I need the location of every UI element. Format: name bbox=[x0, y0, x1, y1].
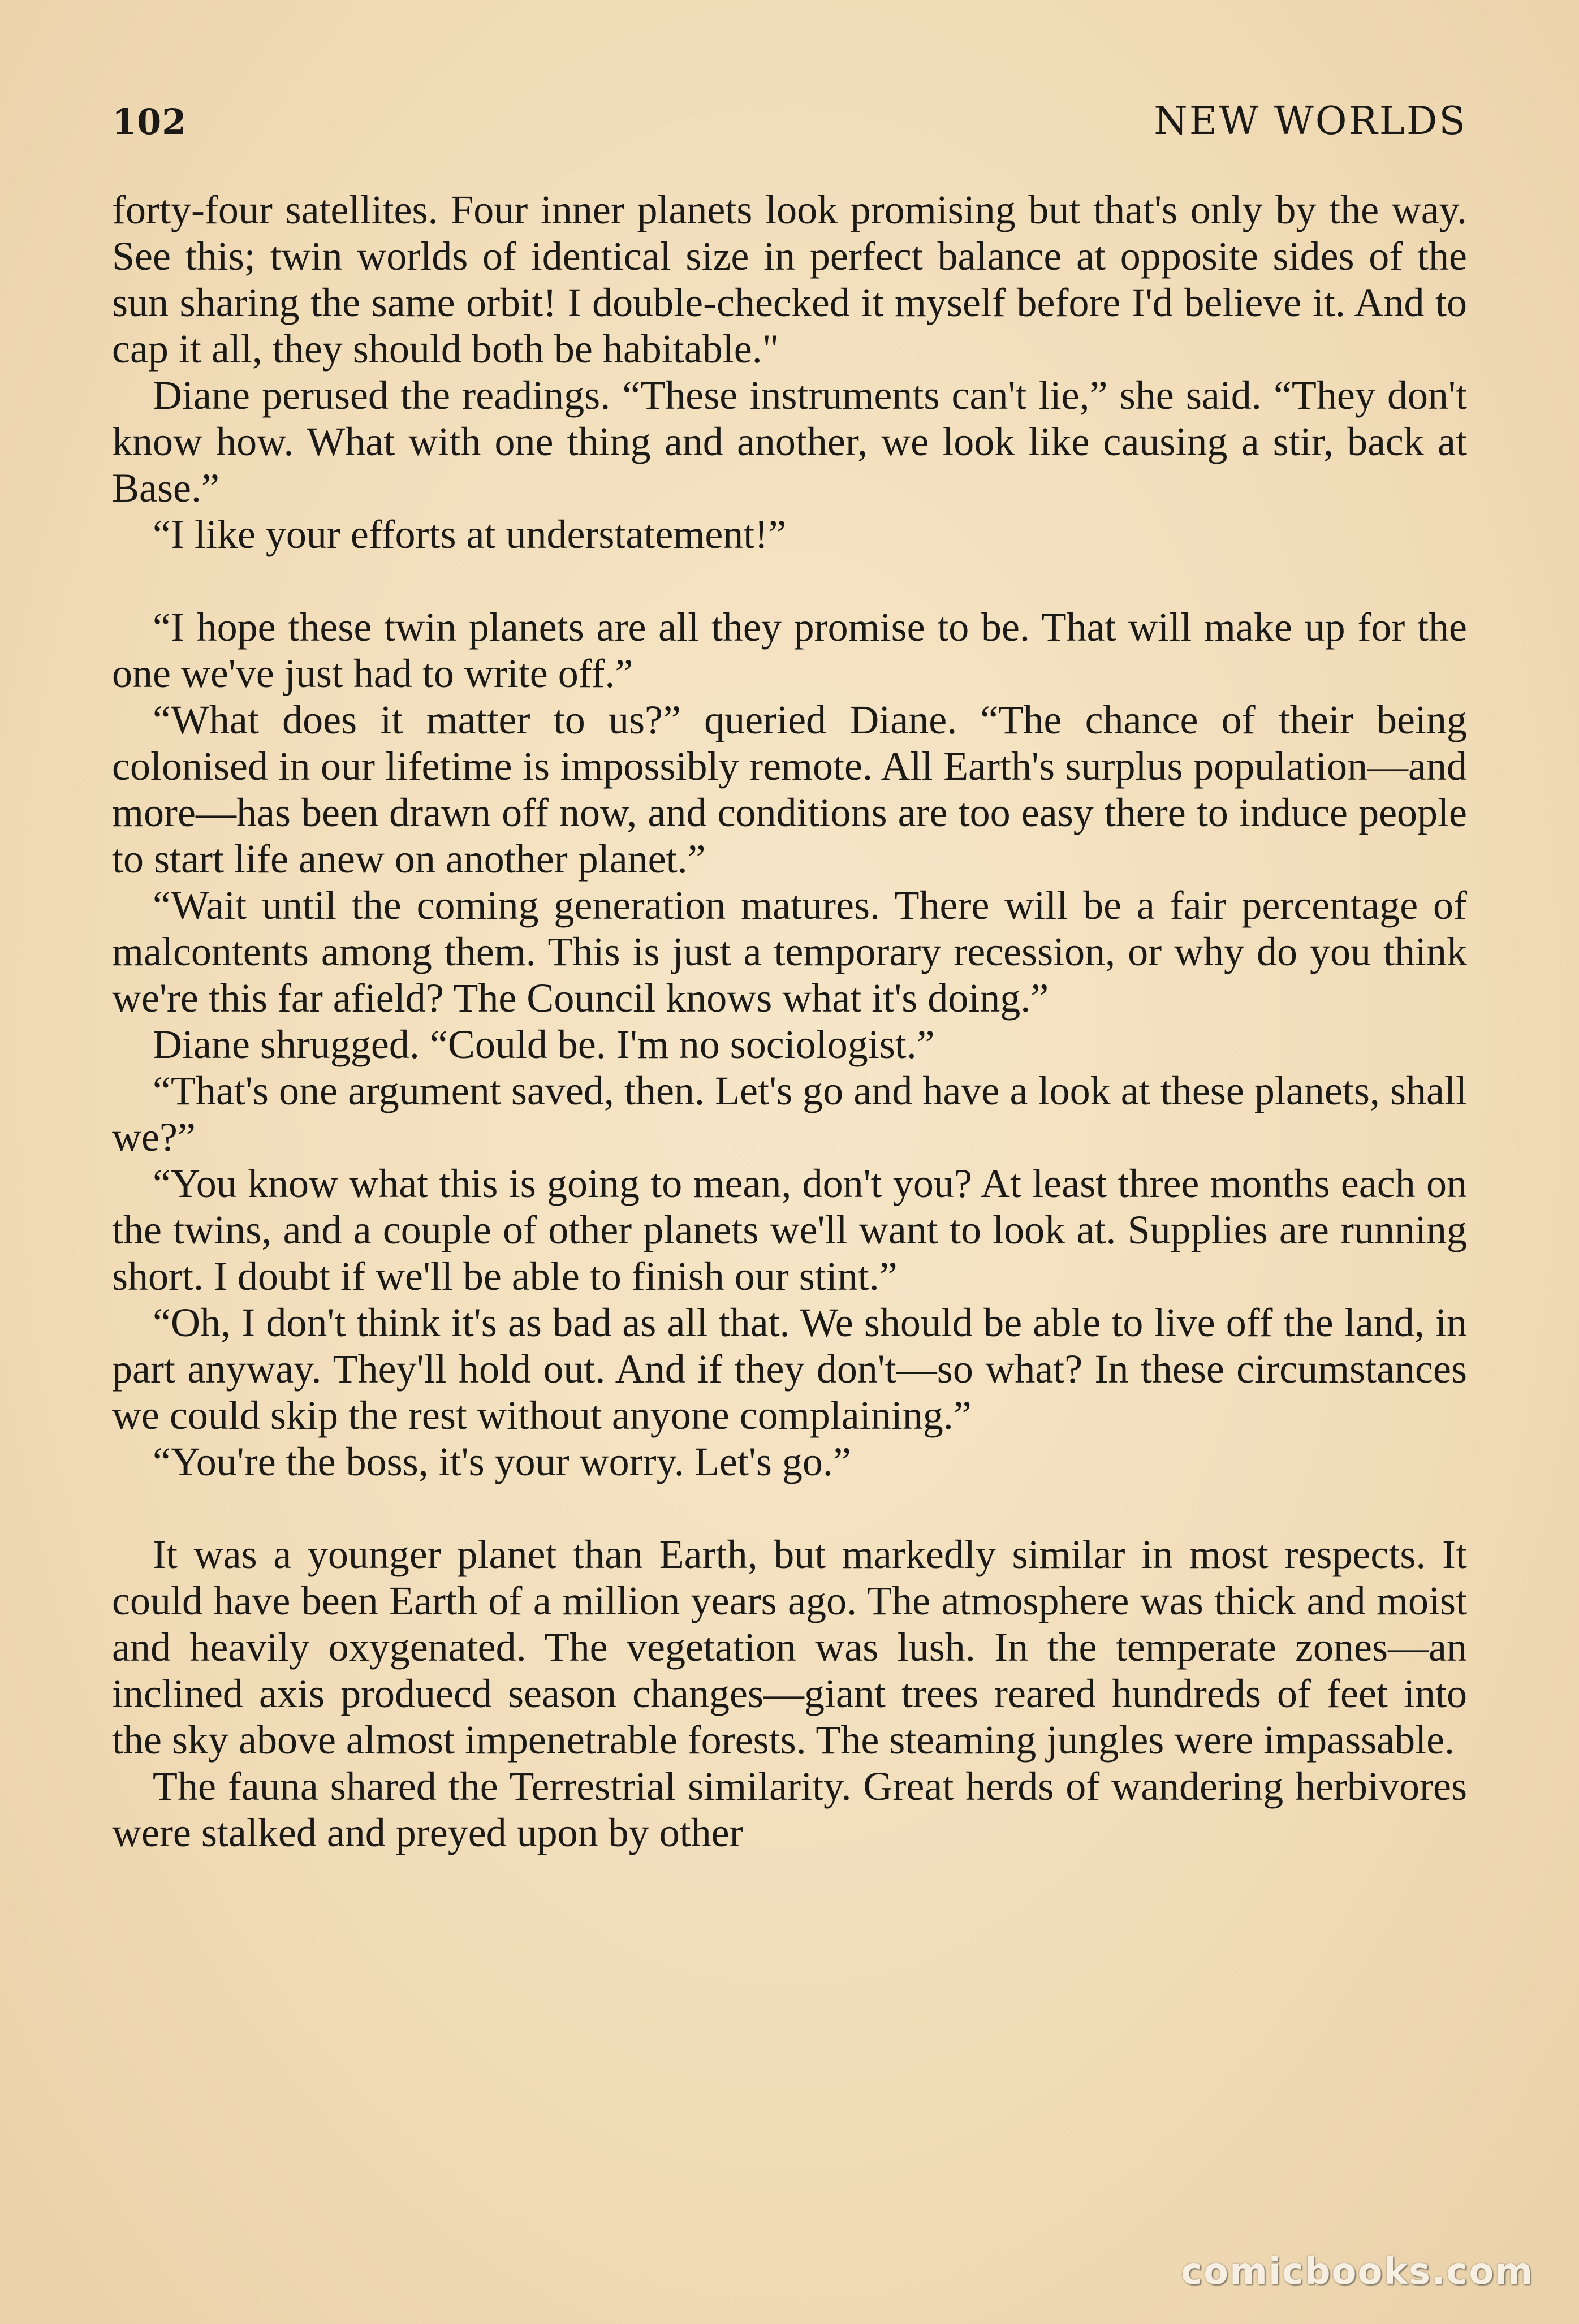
paragraph: The fauna shared the Terrestrial similarity. Great herds of wandering herbivores were stalked and preyed upon by other bbox=[112, 1764, 1467, 1855]
page-header bbox=[112, 99, 1467, 161]
body-text bbox=[112, 187, 1467, 1856]
running-head: NEW WORLDS bbox=[1154, 99, 1467, 144]
paragraph: “That's one argument saved, then. Let's go and have a look at these planets, shall we?” bbox=[112, 1068, 1467, 1160]
paragraph: “You're the boss, it's your worry. Let's go.” bbox=[153, 1439, 851, 1484]
paragraph: “I like your efforts at understatement!” bbox=[153, 512, 787, 557]
page-number: 102 bbox=[112, 101, 187, 142]
paragraph: forty-four satellites. Four inner planets look promising but that's only by the way. See this; twin worlds of identical size in perfect balance at opposite sides of the sun sharing the same orbit! I double-checked it myself before I'd believe it. And to cap it all, they should both be habitable." bbox=[112, 187, 1467, 372]
paragraph: It was a younger planet than Earth, but markedly similar in most respects. It could have been Earth of a million years ago. The atmosphere was thick and moist and heavily oxygenated. The vegetation was lush. In the temperate zones—an inclined axis produecd season changes—giant trees reared hundreds of feet into the sky above almost impenetrable forests. The steaming jungles were impassable. bbox=[112, 1532, 1467, 1763]
paragraph: “You know what this is going to mean, don't you? At least three months each on the twins, and a couple of other planets we'll want to look at. Supplies are running short. I doubt if we'll be able to finish our stint.” bbox=[112, 1161, 1467, 1299]
paragraph: Diane perused the readings. “These instruments can't lie,” she said. “They don't know how. What with one thing and another, we look like causing a stir, back at Base.” bbox=[112, 373, 1467, 511]
paragraph: “Wait until the coming generation matures. There will be a fair percentage of malcontents among them. This is just a temporary recession, or why do you think we're this far afield? The Council knows what it's doing.” bbox=[112, 883, 1467, 1021]
paragraph: “What does it matter to us?” queried Diane. “The chance of their being colonised in our lifetime is impossibly remote. All Earth's surplus population—and more—has been drawn off now, and conditions are too easy there to induce people to start life anew on another planet.” bbox=[112, 697, 1467, 882]
watermark: comicbooks.com bbox=[1181, 2251, 1534, 2293]
paragraph: Diane shrugged. “Could be. I'm no sociologist.” bbox=[153, 1022, 935, 1067]
paragraph: “Oh, I don't think it's as bad as all that. We should be able to live off the land, in part anyway. They'll hold out. And if they don't—so what? In these circumstances we could skip the rest without anyone complaining.” bbox=[112, 1300, 1467, 1438]
paragraph: “I hope these twin planets are all they promise to be. That will make up for the one we've just had to write off.” bbox=[112, 604, 1467, 696]
